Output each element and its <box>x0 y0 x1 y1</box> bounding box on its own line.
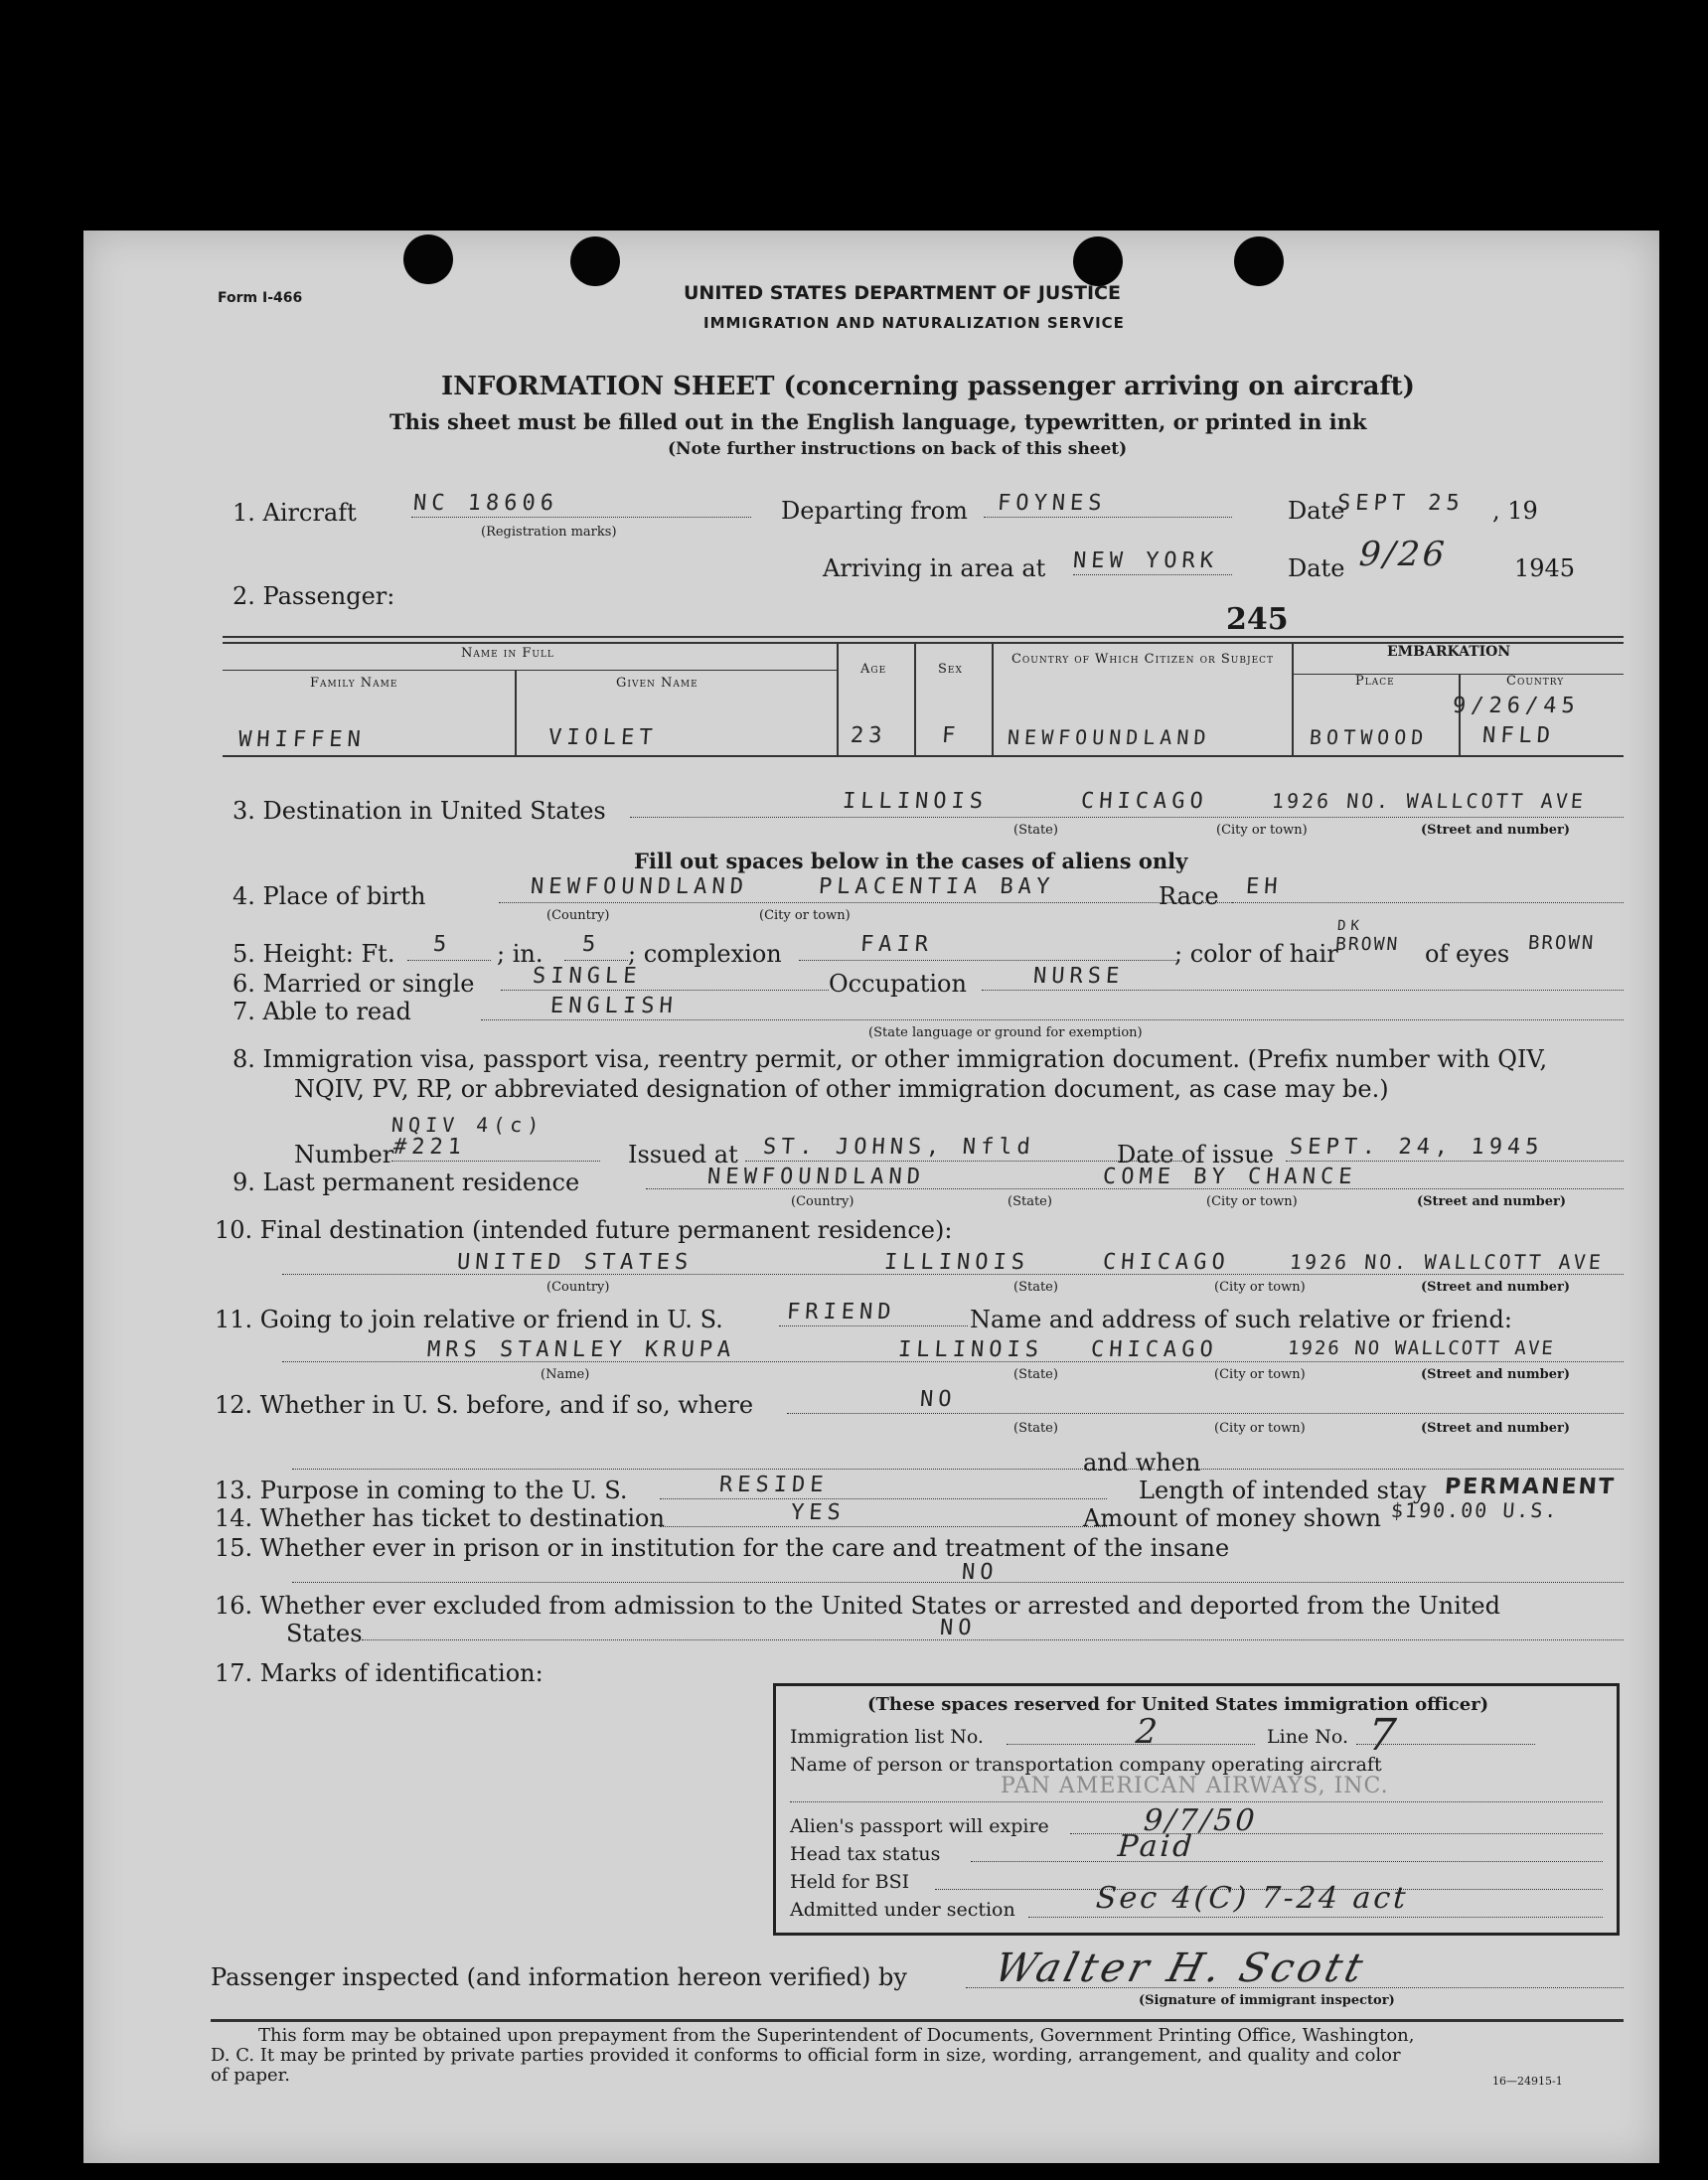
caption-city: (City or town) <box>1206 1194 1298 1209</box>
purpose-value: RESIDE <box>718 1473 830 1497</box>
registration-caption: (Registration marks) <box>481 525 617 540</box>
punch-hole <box>1234 236 1284 286</box>
col-sex: Sex <box>938 662 963 677</box>
citizen-value: NEWFOUNDLAND <box>1007 725 1212 749</box>
caption-state: (State) <box>1013 823 1058 838</box>
hair-value: BROWN <box>1334 934 1400 955</box>
line-no-value: 7 <box>1366 1710 1401 1761</box>
given-name-value: VIOLET <box>547 725 659 750</box>
caption-name: (Name) <box>541 1367 590 1382</box>
height-label: 5. Height: Ft. <box>233 940 395 968</box>
destination-street: 1926 NO. WALLCOTT AVE <box>1271 789 1587 813</box>
caption-city: (City or town) <box>759 908 851 923</box>
caption-city: (City or town) <box>1214 1367 1306 1382</box>
caption-state: (State) <box>1013 1367 1058 1382</box>
caption-country: (Country) <box>546 1280 610 1295</box>
destination-city: CHICAGO <box>1080 789 1209 814</box>
purpose-label: 13. Purpose in coming to the U. S. <box>215 1477 628 1504</box>
caption-city: (City or town) <box>1214 1280 1306 1295</box>
passenger-label: 2. Passenger: <box>233 582 395 610</box>
page-title: INFORMATION SHEET (concerning passenger arriving on aircraft) <box>441 372 1415 401</box>
hair-modifier: DK <box>1336 918 1365 934</box>
friend-street: 1926 NO WALLCOTT AVE <box>1287 1337 1556 1359</box>
occupation-label: Occupation <box>829 970 967 998</box>
excluded-value: NO <box>939 1616 978 1640</box>
footer-line-2: D. C. It may be printed by private parties provided it conforms to official form in size, wording, arrangement, and quality and color <box>211 2045 1401 2066</box>
occupation-value: NURSE <box>1032 964 1126 989</box>
caption-city: (City or town) <box>1214 1421 1306 1436</box>
form-code: 16—24915-1 <box>1492 2075 1563 2088</box>
aliens-note: Fill out spaces below in the cases of aliens only <box>634 849 1188 873</box>
footer-line-1: This form may be obtained upon prepayment from the Superintendent of Documents, Government Printing Office, Washington, <box>258 2025 1415 2046</box>
caption-street: (Street and number) <box>1421 1367 1570 1382</box>
departing-value: FOYNES <box>997 491 1108 516</box>
caption-street: (Street and number) <box>1421 823 1570 838</box>
officer-box-title: (These spaces reserved for United States immigration officer) <box>867 1694 1489 1715</box>
eyes-label: of eyes <box>1425 940 1510 968</box>
money-value: $190.00 U.S. <box>1390 1498 1560 1522</box>
previous-visit-label: 12. Whether in U. S. before, and if so, where <box>215 1391 754 1419</box>
caption-street: (Street and number) <box>1421 1421 1570 1436</box>
issued-at-value: ST. JOHNS, Nfld <box>762 1135 1036 1160</box>
admitted-label: Admitted under section <box>790 1899 1015 1921</box>
col-country-citizen: Country of Which Citizen or Subject <box>1010 652 1275 667</box>
complexion-value: FAIR <box>859 932 934 957</box>
service-heading: IMMIGRATION AND NATURALIZATION SERVICE <box>703 314 1125 332</box>
inspector-signature: Walter H. Scott <box>990 1946 1371 1991</box>
friend-state: ILLINOIS <box>897 1337 1044 1362</box>
eyes-value: BROWN <box>1527 932 1596 954</box>
punch-hole <box>1073 236 1123 286</box>
inspection-label: Passenger inspected (and information hereon verified) by <box>211 1963 907 1991</box>
aircraft-value: NC 18606 <box>412 491 559 516</box>
caption-country: (Country) <box>791 1194 854 1209</box>
last-residence-country: NEWFOUNDLAND <box>706 1165 926 1189</box>
col-family-name: Family Name <box>310 676 398 691</box>
signature-caption: (Signature of immigrant inspector) <box>1139 1993 1395 2008</box>
issue-date-value: SEPT. 24, 1945 <box>1289 1135 1545 1160</box>
issue-date-label: Date of issue <box>1117 1141 1274 1168</box>
col-age: Age <box>860 662 887 677</box>
year-prefix: , 19 <box>1492 497 1538 525</box>
last-residence-city: COME BY CHANCE <box>1102 1165 1358 1189</box>
caption-state: (State) <box>1013 1421 1058 1436</box>
sex-value: F <box>941 723 962 748</box>
marital-label: 6. Married or single <box>233 970 475 998</box>
officer-box <box>773 1683 1620 1936</box>
issued-at-label: Issued at <box>628 1141 738 1168</box>
birth-country-value: NEWFOUNDLAND <box>530 874 749 899</box>
marks-label: 17. Marks of identification: <box>215 1659 543 1687</box>
passport-expire-value: 9/7/50 <box>1142 1803 1259 1838</box>
caption-state: (State) <box>1008 1194 1052 1209</box>
depart-date-value: SEPT 25 <box>1336 491 1466 516</box>
passport-expire-label: Alien's passport will expire <box>790 1815 1049 1837</box>
stay-value: PERMANENT <box>1444 1475 1617 1499</box>
hair-label: ; color of hair <box>1174 940 1338 968</box>
carrier-label: Name of person or transportation company operating aircraft <box>790 1754 1382 1776</box>
money-label: Amount of money shown <box>1083 1504 1381 1532</box>
head-tax-value: Paid <box>1116 1829 1196 1864</box>
friend-city: CHICAGO <box>1090 1337 1219 1362</box>
birthplace-label: 4. Place of birth <box>233 882 426 910</box>
admitted-value: Sec 4(C) 7-24 act <box>1094 1881 1410 1916</box>
date-label: Date <box>1288 497 1345 525</box>
document-number-value: #221 <box>392 1135 467 1160</box>
ticket-value: YES <box>790 1500 847 1525</box>
col-name-in-full: Name in Full <box>461 646 554 661</box>
document-label-1: 8. Immigration visa, passport visa, reentry permit, or other immigration document. (Prefix number with QIV, <box>233 1045 1548 1073</box>
head-tax-label: Head tax status <box>790 1843 941 1865</box>
departing-label: Departing from <box>781 497 968 525</box>
final-city: CHICAGO <box>1102 1250 1231 1275</box>
final-state: ILLINOIS <box>883 1250 1030 1275</box>
caption-street: (Street and number) <box>1417 1194 1566 1209</box>
language-value: ENGLISH <box>549 994 679 1018</box>
arriving-label: Arriving in area at <box>823 554 1046 582</box>
complexion-label: ; complexion <box>628 940 782 968</box>
destination-label: 3. Destination in United States <box>233 797 606 825</box>
line-no-label: Line No. <box>1267 1726 1348 1748</box>
form-sheet <box>83 231 1659 2163</box>
document-label-2: NQIV, PV, RP, or abbreviated designation of other immigration document, as case may be.) <box>294 1075 1389 1103</box>
relation-value: FRIEND <box>786 1300 897 1324</box>
age-value: 23 <box>850 723 888 748</box>
instruction-line: This sheet must be filled out in the English language, typewritten, or printed in ink <box>389 409 1367 434</box>
final-destination-label: 10. Final destination (intended future permanent residence): <box>215 1216 953 1244</box>
caption-country: (Country) <box>546 908 610 923</box>
aircraft-label: 1. Aircraft <box>233 499 357 527</box>
excluded-label: 16. Whether ever excluded from admission to the United States or arrested and deported from the United <box>215 1592 1500 1620</box>
read-label: 7. Able to read <box>233 998 411 1025</box>
height-in-value: 5 <box>581 932 602 957</box>
destination-state: ILLINOIS <box>842 789 989 814</box>
list-no-value: 2 <box>1134 1712 1163 1752</box>
list-no-label: Immigration list No. <box>790 1726 984 1748</box>
stay-label: Length of intended stay <box>1139 1477 1427 1504</box>
footer-line-3: of paper. <box>211 2065 290 2086</box>
bsi-label: Held for BSI <box>790 1871 910 1893</box>
friend-name: MRS STANLEY KRUPA <box>426 1337 737 1362</box>
previous-visit-value: NO <box>919 1387 958 1412</box>
final-country: UNITED STATES <box>456 1250 695 1275</box>
caption-city: (City or town) <box>1216 823 1308 838</box>
col-embarkation: EMBARKATION <box>1387 644 1511 660</box>
prison-value: NO <box>961 1560 1000 1585</box>
arrive-date-label: Date <box>1288 554 1345 582</box>
caption-street: (Street and number) <box>1421 1280 1570 1295</box>
race-value: EH <box>1245 874 1284 899</box>
language-caption: (State language or ground for exemption) <box>868 1025 1143 1040</box>
embarkation-date-value: 9/26/45 <box>1452 694 1581 718</box>
join-friend-label: 11. Going to join relative or friend in U. S. <box>215 1306 723 1333</box>
birth-city-value: PLACENTIA BAY <box>818 874 1056 899</box>
height-ft-value: 5 <box>432 932 453 957</box>
arriving-value: NEW YORK <box>1072 548 1219 573</box>
prison-label: 15. Whether ever in prison or in institution for the care and treatment of the insane <box>215 1534 1230 1562</box>
punch-hole <box>403 234 453 284</box>
ticket-label: 14. Whether has ticket to destination <box>215 1504 665 1532</box>
carrier-stamp: PAN AMERICAN AIRWAYS, INC. <box>1001 1774 1389 1798</box>
friend-address-label: Name and address of such relative or friend: <box>970 1306 1512 1333</box>
caption-state: (State) <box>1013 1280 1058 1295</box>
punch-hole <box>570 236 620 286</box>
race-label: Race <box>1159 882 1219 910</box>
marital-value: SINGLE <box>532 964 643 989</box>
arrive-date-value: 9/26 <box>1357 535 1449 574</box>
final-street: 1926 NO. WALLCOTT AVE <box>1289 1250 1605 1274</box>
height-in-label: ; in. <box>497 940 543 968</box>
form-number: Form I-466 <box>218 290 303 306</box>
emb-place-value: BOTWOOD <box>1309 725 1430 749</box>
excluded-label-2: States <box>286 1620 363 1647</box>
last-residence-label: 9. Last permanent residence <box>233 1168 580 1196</box>
arrive-year: 1945 <box>1514 554 1576 582</box>
list-number-stamp: 245 <box>1226 602 1289 637</box>
and-when-label: and when <box>1083 1449 1201 1477</box>
col-emb-country: Country <box>1506 674 1565 689</box>
col-given-name: Given Name <box>616 676 699 691</box>
col-emb-place: Place <box>1355 674 1395 689</box>
department-heading: UNITED STATES DEPARTMENT OF JUSTICE <box>684 282 1121 304</box>
visa-type-value: NQIV 4(c) <box>390 1113 545 1137</box>
instruction-note: (Note further instructions on back of this sheet) <box>668 439 1128 459</box>
emb-country-value: NFLD <box>1481 723 1556 748</box>
number-label: Number <box>294 1141 394 1168</box>
family-name-value: WHIFFEN <box>237 727 367 752</box>
